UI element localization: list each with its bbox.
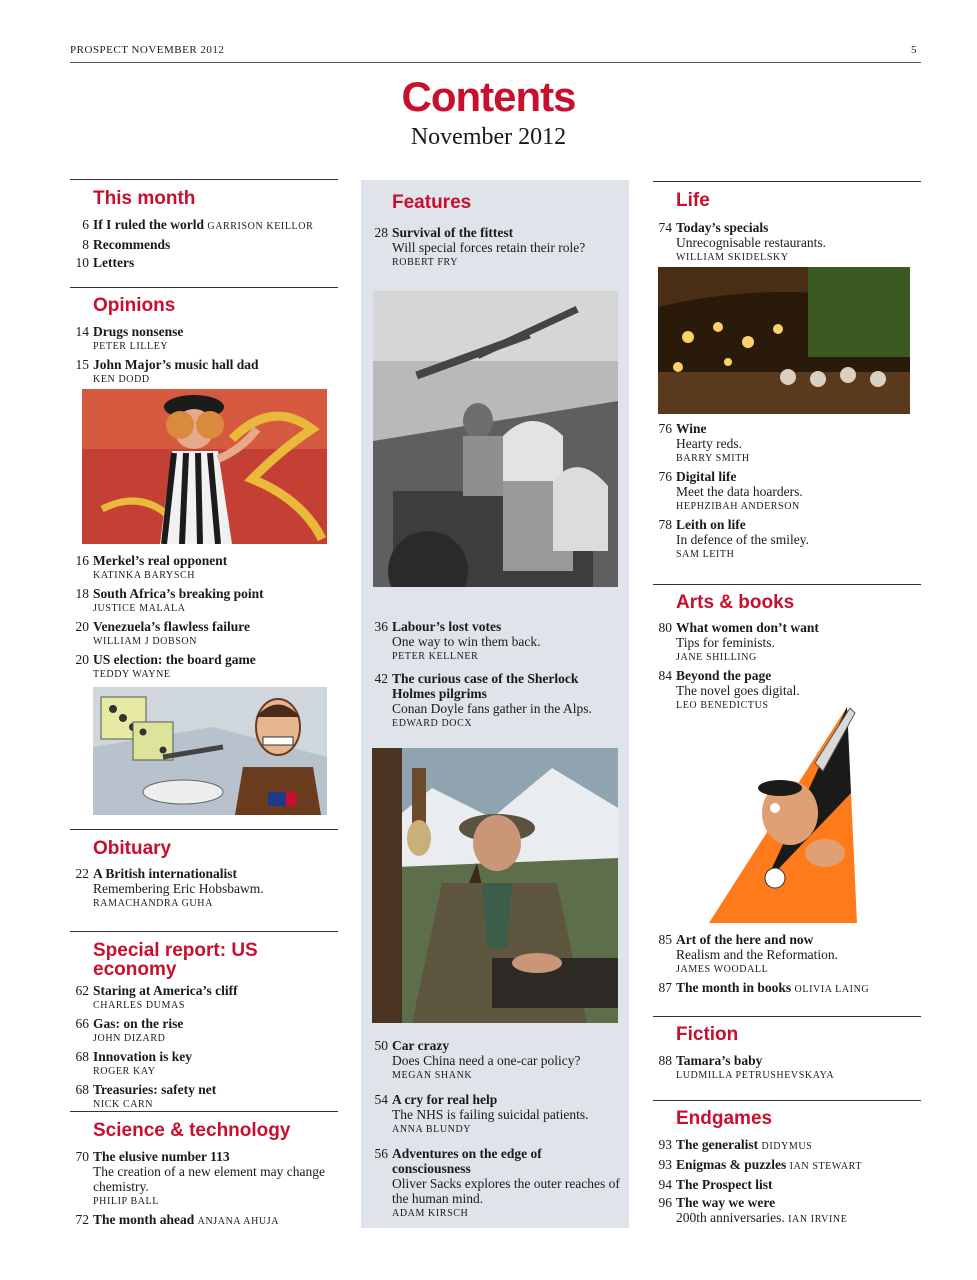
list-item[interactable]: 20 Venezuela’s flawless failure WILLIAM J DOBSON bbox=[75, 619, 250, 647]
list-item[interactable]: 36 Labour’s lost votes One way to win them back. PETER KELLNER bbox=[374, 619, 541, 662]
section-arts-continued bbox=[653, 932, 921, 997]
page-title: Contents bbox=[401, 73, 576, 120]
header-rule bbox=[70, 62, 921, 63]
section-opinions-continued bbox=[70, 553, 338, 682]
section-heading: Features bbox=[392, 192, 472, 213]
section-heading: Obituary bbox=[93, 838, 172, 859]
list-item[interactable]: 16 Merkel’s real opponent KATINKA BARYSCH bbox=[75, 553, 228, 581]
section-endgames bbox=[653, 1100, 921, 1227]
list-item[interactable]: 62 Staring at America’s cliff CHARLES DUMAS bbox=[75, 983, 238, 1011]
list-item[interactable]: 85 Art of the here and now Realism and the Reformation. JAMES WOODALL bbox=[658, 932, 838, 975]
list-item[interactable]: 74 Today’s specials Unrecognisable restaurants. WILLIAM SKIDELSKY bbox=[658, 220, 826, 263]
issue-date: November 2012 bbox=[410, 124, 567, 150]
list-item[interactable]: 68 Treasuries: safety net NICK CARN bbox=[75, 1082, 217, 1110]
list-item[interactable]: 8 Recommends bbox=[82, 237, 171, 252]
section-opinions bbox=[70, 287, 338, 387]
list-item[interactable]: 14 Drugs nonsense PETER LILLEY bbox=[75, 324, 184, 352]
list-item[interactable]: 54 A cry for real help The NHS is failing suicidal patients. ANNA BLUNDY bbox=[374, 1092, 589, 1135]
list-item[interactable]: 87 The month in books OLIVIA LAING bbox=[658, 980, 870, 995]
list-item[interactable]: 76 Wine Hearty reds. BARRY SMITH bbox=[658, 421, 750, 464]
section-obituary bbox=[70, 829, 338, 911]
title-block bbox=[0, 73, 977, 151]
list-item[interactable]: 20 US election: the board game TEDDY WAYNE bbox=[75, 652, 256, 680]
sherlock-photo bbox=[372, 748, 618, 1023]
section-heading: Science & technology bbox=[93, 1120, 291, 1141]
list-item[interactable]: 94 The Prospect list bbox=[658, 1177, 773, 1192]
list-item[interactable]: 76 Digital life Meet the data hoarders. HEPHZIBAH ANDERSON bbox=[658, 469, 803, 512]
section-features bbox=[369, 193, 621, 270]
list-item[interactable]: 22 A British internationalist Remembering Eric Hobsbawm. RAMACHANDRA GUHA bbox=[75, 866, 264, 909]
list-item[interactable]: 42 The curious case of the Sherlock Holmes pilgrims Conan Doyle fans gather in the Alps. EDWARD DOCX bbox=[374, 671, 592, 729]
section-this-month bbox=[70, 179, 338, 270]
board-game-illustration bbox=[93, 687, 327, 815]
section-heading: Endgames bbox=[676, 1108, 773, 1129]
section-heading: Fiction bbox=[676, 1024, 739, 1045]
running-head: PROSPECT NOVEMBER 2012 bbox=[70, 44, 225, 56]
section-heading: This month bbox=[93, 188, 196, 209]
section-fiction bbox=[653, 1016, 921, 1083]
list-item[interactable]: 88 Tamara’s baby LUDMILLA PETRUSHEVSKAYA bbox=[658, 1053, 835, 1081]
list-item[interactable]: 15 John Major’s music hall dad KEN DODD bbox=[75, 357, 259, 385]
section-heading: Life bbox=[676, 190, 710, 211]
list-item[interactable]: 78 Leith on life In defence of the smiley. SAM LEITH bbox=[658, 517, 809, 560]
opinions-illustration bbox=[82, 389, 327, 544]
list-item[interactable]: 56 Adventures on the edge of consciousness Oliver Sacks explores the outer reaches of the human mind. ADAM KIRSCH bbox=[374, 1146, 620, 1219]
section-heading: Special report: US economy bbox=[93, 940, 258, 980]
list-item[interactable]: 70 The elusive number 113 The creation of a new element may change chemistry. PHILIP BALL bbox=[75, 1149, 326, 1207]
section-heading: Arts & books bbox=[676, 592, 795, 613]
section-features-continued bbox=[369, 619, 621, 731]
page-number: 5 bbox=[911, 44, 917, 56]
soldiers-photo bbox=[373, 291, 618, 587]
section-science bbox=[70, 1111, 338, 1229]
list-item[interactable]: 6 If I ruled the world GARRISON KEILLOR bbox=[82, 217, 314, 232]
list-item[interactable]: 93 The generalist DIDYMUS bbox=[658, 1137, 813, 1152]
section-life bbox=[653, 181, 921, 265]
list-item[interactable]: 28 Survival of the fittest Will special forces retain their role? ROBERT FRY bbox=[374, 225, 586, 268]
section-features-bottom bbox=[369, 1038, 621, 1221]
section-special-report bbox=[70, 931, 338, 1112]
section-heading: Opinions bbox=[93, 295, 176, 316]
section-life-continued bbox=[653, 421, 921, 562]
clockwork-orange-poster bbox=[705, 703, 861, 927]
restaurant-photo bbox=[658, 267, 910, 414]
list-item[interactable]: 93 Enigmas & puzzles IAN STEWART bbox=[658, 1157, 863, 1172]
list-item[interactable]: 18 South Africa’s breaking point JUSTICE MALALA bbox=[75, 586, 264, 614]
list-item[interactable]: 80 What women don’t want Tips for feminists. JANE SHILLING bbox=[658, 620, 819, 663]
list-item[interactable]: 10 Letters bbox=[75, 255, 135, 270]
list-item[interactable]: 50 Car crazy Does China need a one-car policy? MEGAN SHANK bbox=[374, 1038, 581, 1081]
list-item[interactable]: 84 Beyond the page The novel goes digital. LEO BENEDICTUS bbox=[658, 668, 800, 711]
list-item[interactable]: 96 The way we were 200th anniversaries. IAN IRVINE bbox=[658, 1195, 848, 1225]
list-item[interactable]: 72 The month ahead ANJANA AHUJA bbox=[75, 1212, 280, 1227]
list-item[interactable]: 68 Innovation is key ROGER KAY bbox=[75, 1049, 193, 1077]
section-arts bbox=[653, 584, 921, 713]
list-item[interactable]: 66 Gas: on the rise JOHN DIZARD bbox=[75, 1016, 184, 1044]
